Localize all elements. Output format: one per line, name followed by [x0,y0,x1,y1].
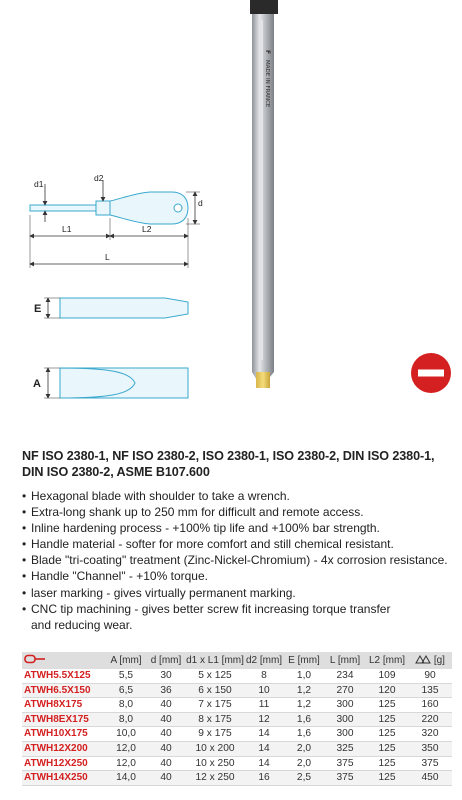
cell-d2: 11 [244,698,284,713]
cell-l: 300 [324,698,366,713]
cell-l: 325 [324,741,366,756]
cell-weight: 350 [408,741,452,756]
cell-d1-l1: 12 x 250 [186,771,244,786]
cell-weight: 375 [408,756,452,771]
cell-a: 12,0 [106,756,146,771]
cell-weight: 320 [408,727,452,742]
cell-d1-l1: 6 x 150 [186,683,244,698]
cell-d: 36 [146,683,186,698]
cell-d1-l1: 10 x 200 [186,741,244,756]
cell-l: 375 [324,771,366,786]
cell-reference: ATWH10X175 [22,727,106,742]
cell-weight: 135 [408,683,452,698]
cell-e: 1,2 [284,698,324,713]
table-row [22,756,452,771]
table-row [22,712,452,727]
cell-a: 6,5 [106,683,146,698]
cell-d2: 14 [244,741,284,756]
cell-l2: 125 [366,771,408,786]
cell-reference: ATWH8X175 [22,698,106,713]
cell-d: 40 [146,698,186,713]
cell-d2: 14 [244,727,284,742]
label-e: E [34,303,42,315]
cell-e: 1,6 [284,727,324,742]
cell-d2: 10 [244,683,284,698]
header-a: A [mm] [106,652,146,669]
feature-item: • Extra-long shank up to 250 mm for difficult and remote access. [22,504,452,520]
table-row [22,683,452,698]
label-l2: L2 [142,224,152,234]
cell-d1-l1: 7 x 175 [186,698,244,713]
table-row [22,669,452,683]
feature-item: • CNC tip machining - gives better screw fit increasing torque transfer [22,601,452,617]
cell-a: 14,0 [106,771,146,786]
cell-d: 40 [146,741,186,756]
standards-line-1: NF ISO 2380-1, NF ISO 2380-2, ISO 2380-1, ISO 2380-2, DIN ISO 2380-1, [22,449,435,463]
header-l2: L2 [mm] [366,652,408,669]
cell-a: 5,5 [106,669,146,683]
cell-a: 8,0 [106,712,146,727]
cell-d2: 16 [244,771,284,786]
cell-reference: ATWH12X250 [22,756,106,771]
label-l: L [105,252,110,262]
cell-a: 12,0 [106,741,146,756]
cell-d: 40 [146,712,186,727]
cell-weight: 220 [408,712,452,727]
cell-reference: ATWH14X250 [22,771,106,786]
table-row [22,698,452,713]
standards-block [22,448,452,480]
cell-d1-l1: 5 x 125 [186,669,244,683]
handle-end [250,0,278,14]
label-a: A [33,378,41,390]
label-d2: d2 [94,173,104,183]
cell-reference: ATWH8EX175 [22,712,106,727]
drawing-blade-side [60,298,188,318]
header-weight [408,652,452,669]
cell-weight: 160 [408,698,452,713]
cell-reference: ATWH6.5X150 [22,683,106,698]
label-l1: L1 [62,224,72,234]
feature-item: • Handle "Channel" - +10% torque. [22,568,452,584]
cell-e: 2,5 [284,771,324,786]
feature-list [22,488,452,633]
cell-d2: 14 [244,756,284,771]
cell-e: 1,0 [284,669,324,683]
blade-marking-text: MADE IN FRANCE [264,60,270,108]
cell-l: 234 [324,669,366,683]
cell-l2: 125 [366,741,408,756]
cell-weight: 90 [408,669,452,683]
cell-a: 8,0 [106,698,146,713]
cell-l: 375 [324,756,366,771]
cell-reference: ATWH12X200 [22,741,106,756]
weight-icon [415,655,431,664]
thickness-view-drawing [34,298,188,318]
table-row [22,727,452,742]
cell-d1-l1: 8 x 175 [186,712,244,727]
feature-item: • laser marking - gives virtually permanent marking. [22,585,452,601]
cell-d2: 12 [244,712,284,727]
drawing-blade-front [60,368,188,398]
screwdriver-icon [24,654,46,664]
header-d: d [mm] [146,652,186,669]
cell-l: 300 [324,727,366,742]
header-l: L [mm] [324,652,366,669]
cell-a: 10,0 [106,727,146,742]
cell-d2: 8 [244,669,284,683]
cell-d1-l1: 10 x 250 [186,756,244,771]
cell-d: 40 [146,756,186,771]
cell-l2: 125 [366,698,408,713]
label-d: d [198,198,203,208]
cell-l2: 125 [366,727,408,742]
cell-d: 30 [146,669,186,683]
blade-logo: F [264,50,271,55]
table-row [22,771,452,786]
cell-weight: 450 [408,771,452,786]
feature-item: • Blade "tri-coating" treatment (Zinc-Nickel-Chromium) - 4x corrosion resistance. [22,552,452,568]
drawing-handle-hole [174,204,182,212]
cell-reference: ATWH5.5X125 [22,669,106,683]
slotted-tip-icon [411,353,451,393]
cell-d1-l1: 9 x 175 [186,727,244,742]
cell-e: 2,0 [284,756,324,771]
tip-coating [256,372,270,388]
feature-item: • Hexagonal blade with shoulder to take a wrench. [22,488,452,504]
cell-d: 40 [146,771,186,786]
cell-l: 300 [324,712,366,727]
cell-l2: 125 [366,756,408,771]
screwdriver-photo [250,0,278,388]
header-e: E [mm] [284,652,324,669]
cell-l2: 125 [366,712,408,727]
header-weight-unit: [g] [433,655,445,666]
header-d1-l1: d1 x L1 [mm] [186,652,244,669]
feature-item: • Handle material - softer for more comfort and still chemical resistant. [22,536,452,552]
cell-e: 1,6 [284,712,324,727]
cell-e: 1,2 [284,683,324,698]
header-d2: d2 [mm] [244,652,284,669]
table-body [22,669,452,785]
label-d1: d1 [34,179,44,189]
cell-l2: 120 [366,683,408,698]
standards-line-2: DIN ISO 2380-2, ASME B107.600 [22,465,210,479]
cell-l2: 109 [366,669,408,683]
cell-e: 2,0 [284,741,324,756]
cell-d: 40 [146,727,186,742]
table-row [22,741,452,756]
spec-table [22,652,452,786]
table-header-row [22,652,452,669]
side-view-drawing [30,173,203,268]
width-view-drawing [33,368,188,398]
reference-column-header [22,652,106,669]
cell-l: 270 [324,683,366,698]
feature-item-continuation: and reducing wear. [31,617,133,632]
feature-item: • Inline hardening process - +100% tip life and +100% bar strength. [22,520,452,536]
drawing-ferrule [96,201,110,215]
